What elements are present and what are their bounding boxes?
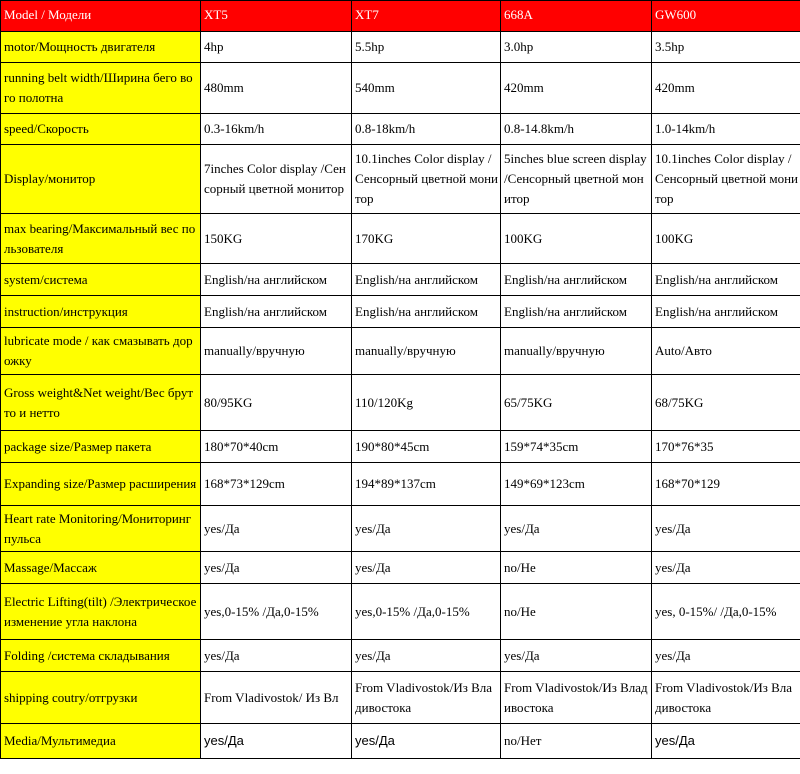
row-value: English/на английском bbox=[352, 296, 501, 328]
row-label: speed/Скорость bbox=[1, 114, 201, 145]
table-row bbox=[1, 328, 800, 375]
row-value: yes/Да bbox=[652, 724, 800, 759]
row-value: 168*70*129 bbox=[652, 463, 800, 506]
row-value: 4hp bbox=[201, 32, 352, 63]
row-value: no/Нет bbox=[501, 724, 652, 759]
row-value: 5.5hp bbox=[352, 32, 501, 63]
row-value: 100KG bbox=[501, 214, 652, 264]
row-value: English/на английском bbox=[652, 264, 800, 296]
row-label: lubricate mode / как смазывать дорожку bbox=[1, 328, 201, 375]
row-value: 3.5hp bbox=[652, 32, 800, 63]
row-value: 480mm bbox=[201, 63, 352, 114]
row-value: 420mm bbox=[501, 63, 652, 114]
row-value: 1.0-14km/h bbox=[652, 114, 800, 145]
table-row bbox=[1, 431, 800, 463]
row-value: 170KG bbox=[352, 214, 501, 264]
model-xt7: XT7 bbox=[352, 1, 501, 32]
table-row bbox=[1, 640, 800, 672]
row-value: 68/75KG bbox=[652, 375, 800, 431]
row-value: English/на английском bbox=[652, 296, 800, 328]
row-value: From Vladivostok/Из Владивостока bbox=[652, 672, 800, 724]
row-value: 10.1inches Color display /Сенсорный цветной монитор bbox=[652, 145, 800, 214]
row-value: yes/Да bbox=[652, 506, 800, 552]
row-value: no/Не bbox=[501, 552, 652, 584]
row-value: English/на английском bbox=[201, 296, 352, 328]
model-xt5: XT5 bbox=[201, 1, 352, 32]
row-value: yes,0-15% /Да,0-15% bbox=[201, 584, 352, 640]
table-row bbox=[1, 463, 800, 506]
row-value: English/на английском bbox=[501, 296, 652, 328]
row-label: Expanding size/Размер расширения bbox=[1, 463, 201, 506]
row-label: Massage/Массаж bbox=[1, 552, 201, 584]
header-label: Model / Модели bbox=[1, 1, 201, 32]
row-value: manually/вручную bbox=[201, 328, 352, 375]
table-row bbox=[1, 552, 800, 584]
table-row bbox=[1, 724, 800, 759]
table-row bbox=[1, 584, 800, 640]
table-row bbox=[1, 506, 800, 552]
row-value: 168*73*129cm bbox=[201, 463, 352, 506]
model-gw600: GW600 bbox=[652, 1, 800, 32]
row-value: yes/Да bbox=[352, 552, 501, 584]
row-value: From Vladivostok/ Из Вл bbox=[201, 672, 352, 724]
table-row bbox=[1, 264, 800, 296]
model-668a: 668A bbox=[501, 1, 652, 32]
row-label: running belt width/Ширина бего вого полотна bbox=[1, 63, 201, 114]
header-row bbox=[1, 1, 800, 32]
row-label: Folding /система складывания bbox=[1, 640, 201, 672]
row-label: Media/Мультимедиа bbox=[1, 724, 201, 759]
row-value: 159*74*35cm bbox=[501, 431, 652, 463]
row-value: From Vladivostok/Из Владивостока bbox=[501, 672, 652, 724]
row-label: instruction/инструкция bbox=[1, 296, 201, 328]
row-value: no/Не bbox=[501, 584, 652, 640]
row-value: 0.8-14.8km/h bbox=[501, 114, 652, 145]
row-label: max bearing/Максимальный вес пользователя bbox=[1, 214, 201, 264]
row-value: manually/вручную bbox=[501, 328, 652, 375]
row-value: yes/Да bbox=[652, 640, 800, 672]
row-value: 170*76*35 bbox=[652, 431, 800, 463]
row-label: Electric Lifting(tilt) /Электрическое изменение угла наклона bbox=[1, 584, 201, 640]
row-value: English/на английском bbox=[501, 264, 652, 296]
table-row bbox=[1, 375, 800, 431]
table-row bbox=[1, 114, 800, 145]
row-value: Auto/Авто bbox=[652, 328, 800, 375]
row-value: yes, 0-15%/ /Да,0-15% bbox=[652, 584, 800, 640]
row-value: yes/Да bbox=[352, 506, 501, 552]
row-value: English/на английском bbox=[201, 264, 352, 296]
row-value: English/на английском bbox=[352, 264, 501, 296]
row-label: Gross weight&Net weight/Вес брутто и нетто bbox=[1, 375, 201, 431]
table-row bbox=[1, 32, 800, 63]
row-value: 7inches Color display /Сенсорный цветной монитор bbox=[201, 145, 352, 214]
row-value: 150KG bbox=[201, 214, 352, 264]
row-value: yes/Да bbox=[201, 724, 352, 759]
row-value: 0.3-16km/h bbox=[201, 114, 352, 145]
row-label: system/система bbox=[1, 264, 201, 296]
row-value: 5inches blue screen display /Сенсорный цветной монитор bbox=[501, 145, 652, 214]
row-value: yes/Да bbox=[501, 506, 652, 552]
table-row bbox=[1, 296, 800, 328]
row-label: motor/Мощность двигателя bbox=[1, 32, 201, 63]
row-value: 0.8-18km/h bbox=[352, 114, 501, 145]
row-value: From Vladivostok/Из Владивостока bbox=[352, 672, 501, 724]
row-label: Display/монитор bbox=[1, 145, 201, 214]
row-value: yes/Да bbox=[201, 506, 352, 552]
row-label: shipping coutry/отгрузки bbox=[1, 672, 201, 724]
row-value: 80/95KG bbox=[201, 375, 352, 431]
row-value: 149*69*123cm bbox=[501, 463, 652, 506]
row-value: 420mm bbox=[652, 63, 800, 114]
row-value: yes/Да bbox=[501, 640, 652, 672]
row-value: 540mm bbox=[352, 63, 501, 114]
row-value: 110/120Kg bbox=[352, 375, 501, 431]
table-row bbox=[1, 214, 800, 264]
table-row bbox=[1, 145, 800, 214]
table-row bbox=[1, 672, 800, 724]
row-value: yes/Да bbox=[352, 724, 501, 759]
row-label: package size/Размер пакета bbox=[1, 431, 201, 463]
row-value: 65/75KG bbox=[501, 375, 652, 431]
row-label: Heart rate Monitoring/Мониторинг пульса bbox=[1, 506, 201, 552]
row-value: 194*89*137cm bbox=[352, 463, 501, 506]
row-value: manually/вручную bbox=[352, 328, 501, 375]
row-value: 100KG bbox=[652, 214, 800, 264]
row-value: 3.0hp bbox=[501, 32, 652, 63]
row-value: yes/Да bbox=[201, 640, 352, 672]
row-value: 180*70*40cm bbox=[201, 431, 352, 463]
row-value: yes/Да bbox=[201, 552, 352, 584]
table-row bbox=[1, 63, 800, 114]
row-value: 190*80*45cm bbox=[352, 431, 501, 463]
row-value: 10.1inches Color display /Сенсорный цветной монитор bbox=[352, 145, 501, 214]
row-value: yes/Да bbox=[352, 640, 501, 672]
row-value: yes/Да bbox=[652, 552, 800, 584]
row-value: yes,0-15% /Да,0-15% bbox=[352, 584, 501, 640]
